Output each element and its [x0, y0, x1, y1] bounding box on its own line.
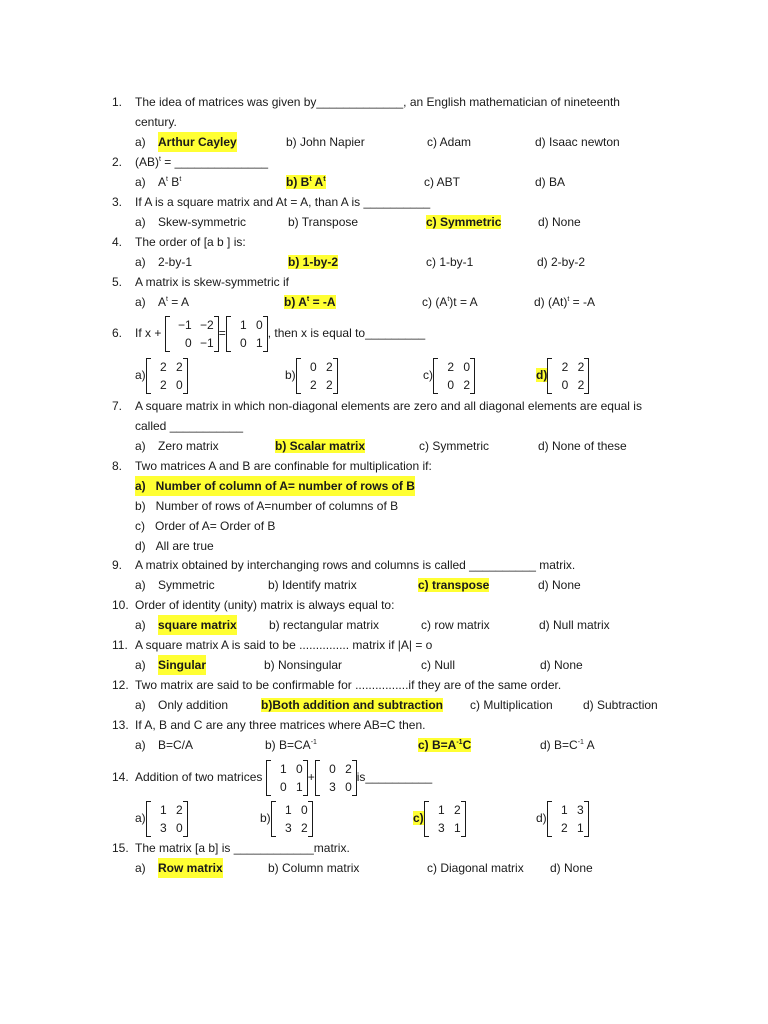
option-d [534, 292, 595, 312]
option-text: b)Both addition and subtraction [261, 698, 443, 712]
option-b [275, 436, 365, 456]
stem-part: If x + [135, 326, 162, 340]
question-number: 1. [112, 95, 123, 109]
question-stem: Two matrices A and B are confinable for multiplication if: [135, 459, 432, 473]
question-stem: The matrix [a b] is ____________matrix. [135, 841, 350, 855]
option-d [535, 172, 565, 192]
matrix-cell: 1 [280, 761, 287, 776]
option-line [135, 536, 214, 556]
matrix-cell: 2 [159, 359, 167, 374]
matrix-cell: −1 [200, 335, 214, 350]
matrix-cell: 2 [453, 802, 461, 817]
option-text: c) Null [421, 658, 456, 672]
matrix-cell: 0 [345, 779, 352, 794]
option-text: b) rectangular matrix [269, 618, 380, 632]
question-stem: If A, B and C are any three matrices where AB=C then. [135, 718, 426, 732]
option-d [540, 655, 583, 675]
option-b [288, 252, 338, 272]
matrix-row [438, 376, 470, 394]
matrix-cell: 2 [325, 377, 333, 392]
matrix-cell: 1 [453, 820, 461, 835]
matrix-row [301, 358, 333, 376]
option-text: d) Isaac newton [535, 135, 620, 149]
matrix-row [170, 334, 214, 352]
option-b [260, 798, 313, 838]
matrix-cell: 1 [240, 317, 247, 332]
option-label: a) [135, 175, 146, 189]
option-text [422, 295, 478, 309]
matrix-cell: 1 [296, 779, 303, 794]
matrix-row [552, 358, 584, 376]
option-d [537, 252, 585, 272]
option-label: a) [135, 738, 146, 752]
option-d [583, 695, 658, 715]
option-text: d) BA [535, 175, 566, 189]
option-text: d) None [540, 658, 583, 672]
option-text: Only addition [158, 698, 229, 712]
option-label: c) [423, 368, 433, 382]
option-label: b) [135, 499, 146, 513]
option-text: Number of rows of A=number of columns of B [155, 499, 399, 513]
matrix-cell: 2 [325, 359, 333, 374]
option-d [550, 858, 593, 878]
option-text: b) Scalar matrix [275, 439, 366, 453]
option-c [413, 798, 466, 838]
option-d [540, 735, 595, 755]
option-c [426, 212, 501, 232]
option-label: c) [413, 811, 424, 825]
matrix-cell: 0 [447, 377, 454, 392]
option-c [418, 575, 489, 595]
superscript: t [309, 176, 312, 183]
question-number: 4. [112, 235, 123, 249]
option-c [424, 172, 460, 192]
matrix-cell: 0 [309, 359, 317, 374]
option-c [422, 292, 478, 312]
option-d [538, 212, 581, 232]
question-stem: Order of identity (unity) matrix is always equal to: [135, 598, 395, 612]
option-text: d) None [550, 861, 593, 875]
option-text-part: d) B=C [540, 738, 578, 752]
option-text-part: b) B [286, 175, 310, 189]
option-text: Row matrix [158, 858, 223, 878]
option-text: B=C/A [158, 738, 194, 752]
matrix-row [151, 819, 183, 837]
matrix-row [320, 760, 352, 778]
option-label: a) [135, 811, 146, 825]
option-b [268, 575, 357, 595]
matrix-cell: 2 [561, 359, 569, 374]
matrix-cell: 0 [175, 377, 183, 392]
matrix [547, 801, 589, 837]
stem-part: Addition of two matrices [135, 770, 263, 784]
option-text-part: b) A [284, 295, 307, 309]
matrix-cell: 3 [437, 820, 445, 835]
option-line [135, 496, 398, 516]
matrix [433, 358, 475, 394]
option-c [421, 655, 455, 675]
option-label: d) [135, 539, 146, 553]
option-b [284, 292, 336, 312]
matrix-cell: 1 [576, 820, 584, 835]
option-text: d) None [538, 215, 581, 229]
option-text: c) transpose [418, 578, 490, 592]
option-label: a) [135, 135, 146, 149]
option-label: a) [135, 658, 146, 672]
matrix-row [231, 334, 263, 352]
matrix-cell: 2 [300, 820, 308, 835]
matrix-row [151, 376, 183, 394]
option-label: a) [135, 618, 146, 632]
matrix-cell: 0 [300, 802, 308, 817]
matrix-cell: 2 [577, 377, 585, 392]
question-stem: A matrix obtained by interchanging rows and columns is called __________ matrix. [135, 558, 576, 572]
option-c [427, 132, 471, 152]
matrix-row [552, 376, 584, 394]
matrix [296, 358, 338, 394]
stem-part: (AB) [135, 155, 159, 169]
option-text-part: )t = A [449, 295, 478, 309]
superscript: t [179, 176, 182, 183]
option-label: a) [135, 295, 146, 309]
matrix [424, 801, 466, 837]
option-text: b) Identify matrix [268, 578, 357, 592]
option-b [288, 212, 358, 232]
matrix-cell: 0 [329, 761, 336, 776]
matrix-cell: 0 [280, 779, 287, 794]
matrix-cell: −1 [178, 317, 192, 332]
matrix-cell: 1 [159, 802, 167, 817]
question-stem: Two matrix are said to be confirmable for ................if they are of the same order. [135, 678, 562, 692]
matrix-cell: 1 [284, 802, 292, 817]
matrix [315, 760, 357, 796]
option-text-part: = -A [309, 295, 336, 309]
option-c [470, 695, 553, 715]
option-b [285, 355, 338, 395]
option-text [284, 295, 336, 309]
option-text: Number of column of A= number of rows of B [155, 479, 415, 493]
option-b [261, 695, 443, 715]
option-text: b) 1-by-2 [288, 255, 339, 269]
stem-part: + [307, 770, 315, 784]
question-stem: A square matrix A is said to be ............... matrix if |A| = o [135, 638, 433, 652]
question-stem [135, 313, 425, 353]
question-number: 10. [112, 598, 129, 612]
option-c [426, 252, 473, 272]
option-label: a) [135, 698, 146, 712]
question-number: 13. [112, 718, 129, 732]
option-text: d) Subtraction [583, 698, 658, 712]
matrix-cell: 2 [447, 359, 454, 374]
matrix-row [271, 778, 303, 796]
option-text: Arthur Cayley [158, 132, 237, 152]
matrix-row [429, 801, 461, 819]
matrix-row [151, 358, 183, 376]
option-d [538, 575, 581, 595]
option-text: Skew-symmetric [158, 215, 247, 229]
option-text: Symmetric [158, 578, 215, 592]
option-text-part: c) (A [422, 295, 448, 309]
option-d [539, 615, 610, 635]
option-text-part: b) B=CA [265, 738, 311, 752]
matrix [266, 760, 308, 796]
option-text [540, 738, 595, 752]
option-text-part: d) (At) [534, 295, 568, 309]
option-d [538, 436, 627, 456]
matrix-cell: 2 [175, 802, 183, 817]
option-text: c) 1-by-1 [426, 255, 474, 269]
matrix-row [552, 801, 584, 819]
option-label: d) [536, 811, 547, 825]
option-text-part: A [158, 295, 167, 309]
question-number: 5. [112, 275, 123, 289]
matrix-cell: 0 [463, 359, 470, 374]
option-text: c) Symmetric [426, 215, 502, 229]
matrix-cell: 1 [256, 335, 263, 350]
option-line [135, 516, 275, 536]
option-text: Order of A= Order of B [155, 519, 276, 533]
matrix-cell: 3 [159, 820, 167, 835]
option-label: b) [285, 368, 296, 382]
question-stem: century. [135, 115, 177, 129]
option-text [265, 738, 317, 752]
option-text: 2-by-1 [158, 255, 193, 269]
superscript: t [166, 176, 168, 183]
option-text: b) John Napier [286, 135, 365, 149]
question-stem: The idea of matrices was given by_____________, an English mathematician of nineteenth [135, 95, 620, 109]
superscript: t [159, 156, 161, 163]
matrix-cell: 0 [561, 377, 569, 392]
question-stem: If A is a square matrix and At = A, than A is __________ [135, 195, 431, 209]
matrix-cell: 1 [560, 802, 568, 817]
superscript: -1 [456, 739, 463, 746]
question-number: 9. [112, 558, 123, 572]
question-number: 8. [112, 459, 123, 473]
matrix-cell: 0 [175, 820, 183, 835]
matrix-cell: 1 [437, 802, 445, 817]
matrix-cell: 3 [284, 820, 292, 835]
superscript: t [306, 296, 310, 303]
matrix-row [170, 316, 214, 334]
option-a [135, 798, 188, 838]
option-text: Singular [158, 655, 206, 675]
option-text-part: = -A [569, 295, 595, 309]
matrix-cell: 2 [560, 820, 568, 835]
option-text: d) 2-by-2 [537, 255, 586, 269]
option-text-part: A [583, 738, 595, 752]
question-stem [135, 757, 432, 797]
matrix-row [320, 778, 352, 796]
matrix [226, 316, 268, 352]
superscript: t [567, 296, 570, 303]
stem-part: = [218, 326, 226, 340]
option-c [421, 615, 490, 635]
option-b [268, 858, 359, 878]
stem-part: , then x is equal to_________ [267, 326, 426, 340]
option-text: c) Symmetric [419, 439, 489, 453]
question-number: 3. [112, 195, 123, 209]
option-text: d) None [538, 578, 581, 592]
option-text: c) ABT [424, 175, 461, 189]
matrix [547, 358, 589, 394]
option-b [269, 615, 379, 635]
option-text [534, 295, 595, 309]
option-text: b) Nonsingular [264, 658, 343, 672]
option-label: a) [135, 368, 146, 382]
option-c [418, 735, 471, 755]
option-text: c) Diagonal matrix [427, 861, 524, 875]
option-text: b) Transpose [288, 215, 359, 229]
question-number: 11. [112, 638, 128, 652]
matrix-row [429, 819, 461, 837]
option-text [418, 738, 471, 752]
option-b [265, 735, 317, 755]
option-text-part: C [462, 738, 472, 752]
option-line [135, 476, 415, 496]
question-number: 14. [112, 770, 129, 784]
question-number: 7. [112, 399, 123, 413]
option-label: a) [135, 255, 146, 269]
question-number: 15. [112, 841, 129, 855]
matrix-cell: 2 [159, 377, 167, 392]
option-text-part: = A [167, 295, 189, 309]
option-d [536, 798, 589, 838]
question-stem [135, 152, 268, 172]
option-text: All are true [155, 539, 214, 553]
option-b [286, 172, 326, 192]
matrix-cell: 2 [309, 377, 317, 392]
option-text: d) Null matrix [539, 618, 610, 632]
superscript: t [447, 296, 450, 303]
matrix-cell: 3 [576, 802, 584, 817]
question-stem: A square matrix in which non-diagonal elements are zero and all diagonal elements are equal is [135, 399, 642, 413]
option-text: c) Multiplication [470, 698, 553, 712]
matrix [271, 801, 313, 837]
matrix-row [552, 819, 584, 837]
question-stem: called ___________ [135, 419, 244, 433]
option-label: b) [260, 811, 271, 825]
matrix-cell: 2 [463, 377, 470, 392]
matrix-row [276, 819, 308, 837]
question-number: 2. [112, 155, 123, 169]
option-text: square matrix [158, 615, 237, 635]
option-d [535, 132, 620, 152]
superscript: t [166, 296, 168, 303]
option-text: Zero matrix [158, 439, 219, 453]
matrix-cell: 2 [175, 359, 183, 374]
option-text-part: A [311, 175, 324, 189]
option-label: c) [135, 519, 145, 533]
option-a [135, 355, 188, 395]
stem-part: = ______________ [160, 155, 269, 169]
option-b [286, 132, 365, 152]
option-text [158, 292, 189, 312]
option-d [536, 355, 589, 395]
option-text [158, 172, 181, 192]
option-c [419, 436, 489, 456]
option-c [423, 355, 475, 395]
option-b [264, 655, 342, 675]
option-label: a) [135, 578, 146, 592]
matrix-cell: 2 [577, 359, 585, 374]
matrix-cell: 0 [256, 317, 263, 332]
option-text [286, 175, 326, 189]
stem-part: is__________ [356, 770, 433, 784]
question-stem: A matrix is skew-symmetric if [135, 275, 290, 289]
superscript: -1 [310, 739, 317, 746]
option-c [427, 858, 524, 878]
matrix-row [301, 376, 333, 394]
question-number: 6. [112, 326, 123, 340]
matrix-row [276, 801, 308, 819]
option-text-part: c) B=A [418, 738, 457, 752]
matrix-row [438, 358, 470, 376]
matrix-row [271, 760, 303, 778]
superscript: -1 [577, 739, 584, 746]
matrix-cell: 0 [240, 335, 247, 350]
question-stem: The order of [a b ] is: [135, 235, 246, 249]
matrix-cell: 0 [185, 335, 192, 350]
option-text: d) None of these [538, 439, 627, 453]
option-label: a) [135, 861, 146, 875]
matrix-row [151, 801, 183, 819]
option-label: a) [135, 479, 146, 493]
matrix [165, 316, 219, 352]
matrix [146, 801, 188, 837]
matrix-row [231, 316, 263, 334]
option-text: c) row matrix [421, 618, 490, 632]
option-label: a) [135, 215, 146, 229]
option-text: c) Adam [427, 135, 472, 149]
matrix-cell: 2 [345, 761, 352, 776]
superscript: t [323, 176, 326, 183]
matrix-cell: 0 [296, 761, 303, 776]
option-text-part: B [167, 175, 180, 189]
option-text: b) Column matrix [268, 861, 360, 875]
option-label: a) [135, 439, 146, 453]
matrix-cell: −2 [200, 317, 214, 332]
question-number: 12. [112, 678, 129, 692]
option-text-part: A [158, 175, 167, 189]
option-label: d) [536, 368, 548, 382]
matrix-cell: 3 [329, 779, 336, 794]
matrix [146, 358, 188, 394]
